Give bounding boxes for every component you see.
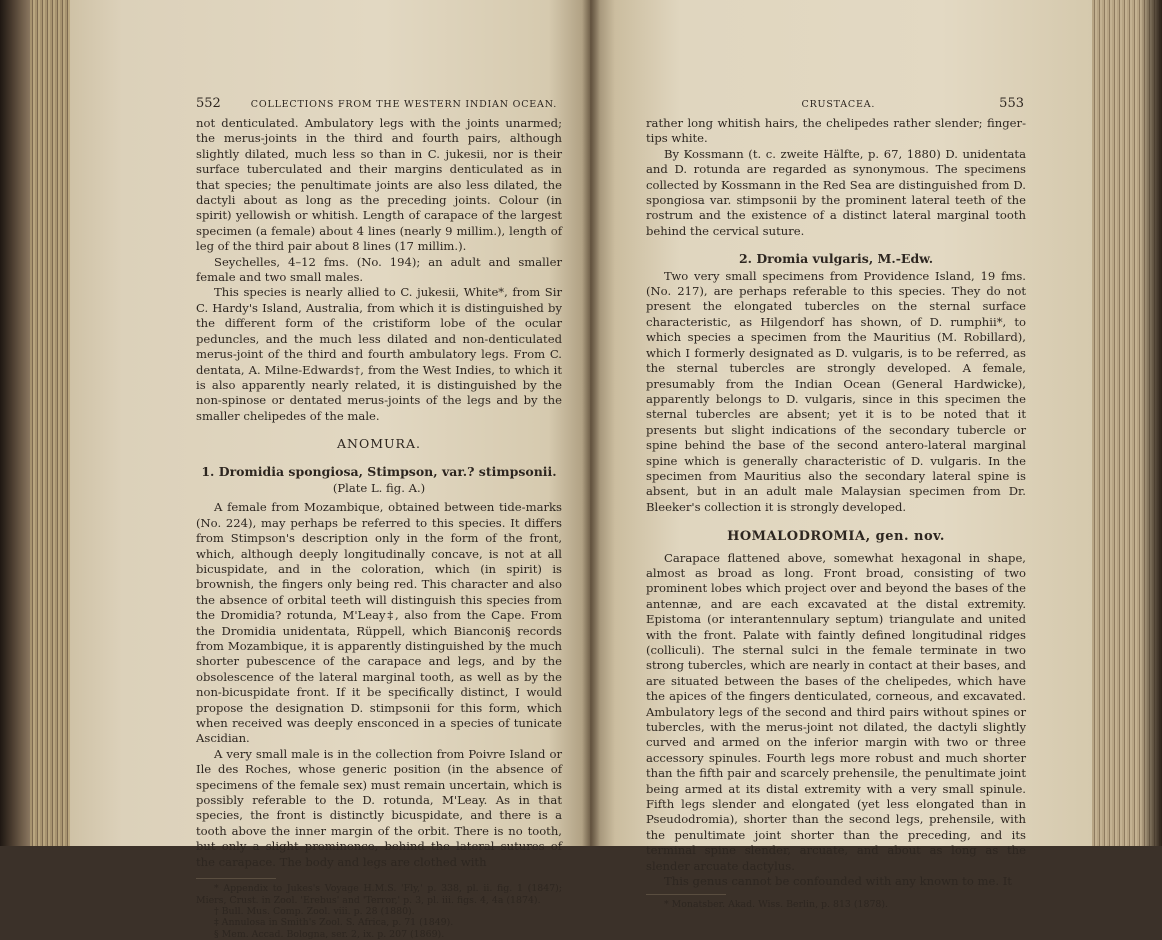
paragraph: Two very small specimens from Providence Island, 19 fms. (No. 217), are perhaps referable to this species. They do not present the elongated tubercles on the sternal surface characteristic, as Hilgendorf has shown, of D. rumphii*, to which species a specimen from the Mauritius (M. Robillard), which I formerly designated as D. vulgaris, is to be referred, as the sternal tubercles are strongly developed. A female, presumably from the Indian Ocean (General Hardwicke), apparently belongs to D. vulgaris, since in this specimen the sternal tubercles are absent; yet it is to be noted that it presents but slight indications of the secondary tubercle or spine behind the base of the second antero-lateral marginal spine which is generally characteristic of D. vulgaris. In the specimen from Mauritius also the secondary lateral spine is absent, but in an adult male Malaysian specimen from Dr. Bleeker's collection it is strongly developed. bbox=[646, 268, 1026, 514]
book-gutter bbox=[582, 0, 600, 846]
paragraph: rather long whitish hairs, the chelipedes rather slender; finger-tips white. bbox=[646, 116, 1026, 146]
paragraph: A very small male is in the collection from Poivre Island or Ile des Roches, whose generic position (in the absence of specimens of the female sex) must remain uncertain, which is possibly referable to the D. rotunda, M'Leay. As in that species, the front is distinctly bicuspidate, and there is a tooth above the inner margin of the orbit. There is no tooth, but only a slight prominence, behind the lateral sutures of the carapace. The body and legs are clothed with bbox=[196, 746, 562, 869]
paragraph: This species is nearly allied to C. jukesii, White*, from Sir C. Hardy's Island, Australia, from which it is distinguished by the different form of the cristiform lobe of the ocular peduncles, and the much less dilated and non-denticulated merus-joint of the third and fourth ambulatory legs. From C. dentata, A. Milne-Edwards†, from the West Indies, to which it is also apparently nearly related, it is distinguished by the non-spinose or dentated merus-joints of the legs and by the smaller chelipedes of the male. bbox=[196, 285, 562, 423]
right-page-number: 553 bbox=[999, 96, 1024, 111]
paragraph: A female from Mozambique, obtained between tide-marks (No. 224), may perhaps be referred to this species. It differs from Stimpson's description only in the form of the front, which, although deeply longitudinally concave, is not at all bicuspidate, and in the coloration, which (in spirit) is brownish, the fingers only being red. This character and also the absence of orbital teeth will distinguish this species from the Dromidia? rotunda, M'Leay‡, also from the Cape. From the Dromidia unidentata, Rüppell, which Bianconi§ records from Mozambique, it is apparently distinguished by the much shorter pubescence of the carapace and legs, and by the obsolescence of the lateral marginal tooth, as well as by the non-bicuspidate front. If it be specifically distinct, I would propose the designation D. stimpsonii for this form, which when received was deeply ensconced in a species of tunicate Ascidian. bbox=[196, 500, 562, 746]
right-body bbox=[646, 116, 1026, 910]
right-page bbox=[590, 0, 1092, 910]
left-page-stack bbox=[30, 0, 70, 846]
species-heading: 2. Dromia vulgaris, M.-Edw. bbox=[738, 251, 934, 267]
right-running-head: CRUSTACEA. bbox=[801, 99, 876, 110]
paragraph: This genus cannot be confounded with any known to me. It bbox=[664, 874, 1012, 889]
footnote: * Monatsber. Akad. Wiss. Berlin, p. 813 (1878). bbox=[664, 898, 889, 910]
footnote: ‡ Annulosa in Smith's Zool. S. Africa, p. 71 (1849). bbox=[214, 917, 454, 929]
footnote-rule bbox=[646, 894, 726, 895]
right-edge-shadow bbox=[1140, 0, 1162, 846]
paragraph: not denticulated. Ambulatory legs with the joints unarmed; the merus-joints in the third and fourth pairs, although slightly dilated, much less so than in C. jukesii, nor is their surface tuberculated and their margins denticulated as in that species; the penultimate joints are also less dilated, the dactyli about as long as the preceding joints. Colour (in spirit) yellowish or whitish. Length of carapace of the largest specimen (a female) about 4 lines (nearly 9 millim.), length of leg of the third pair about 8 lines (17 millim.). bbox=[196, 116, 562, 254]
footnote: § Mem. Accad. Bologna, ser. 2, ix. p. 207 (1869). bbox=[214, 928, 445, 940]
left-page-number: 552 bbox=[196, 96, 221, 111]
section-heading: ANOMURA. bbox=[337, 436, 421, 452]
left-header bbox=[196, 96, 566, 111]
right-header bbox=[646, 96, 1024, 111]
paragraph: Seychelles, 4–12 fms. (No. 194); an adult and smaller female and two small males. bbox=[196, 254, 562, 285]
footnote-rule bbox=[196, 878, 276, 879]
book-spine-edge bbox=[0, 0, 30, 846]
left-page bbox=[70, 0, 590, 940]
plate-reference: (Plate L. fig. A.) bbox=[332, 480, 426, 495]
footnote: † Bull. Mus. Comp. Zool. viii. p. 28 (1880). bbox=[214, 905, 415, 917]
left-running-head: COLLECTIONS FROM THE WESTERN INDIAN OCEAN. bbox=[250, 99, 558, 110]
footnote: * Appendix to Jukes's Voyage H.M.S. 'Fly,' p. 338, pl. ii. fig. 1 (1847); Miers, Crust. in Zool. 'Erebus' and 'Terror,' p. 3, pl. iii. figs. 4, 4a (1874). bbox=[196, 883, 562, 906]
genus-heading: HOMALODROMIA, gen. nov. bbox=[727, 529, 945, 545]
species-heading: 1. Dromidia spongiosa, Stimpson, var.? stimpsonii. bbox=[201, 463, 557, 479]
paragraph: Carapace flattened above, somewhat hexagonal in shape, almost as broad as long. Front broad, consisting of two prominent lobes which project over and beyond the bases of the antennæ, and are each excavated at the distal extremity. Epistoma (or interantennulary septum) triangulate and united with the front. Palate with faintly defined longitudinal ridges (colliculi). The sternal sulci in the female terminate in two strong tubercles, which are nearly in contact at their bases, and are situated between the bases of the chelipedes, which have the apices of the fingers denticulated, corneous, and excavated. Ambulatory legs of the second and third pairs without spines or tubercles, with the merus-joint not dilated, the dactyli slightly curved and armed on the inferior margin with two or three accessory spinules. Fourth legs more robust and much shorter than the fifth pair and scarcely prehensile, the penultimate joint being armed at its distal extremity with a very small spinule. Fifth legs slender and elongated (yet less elongated than in Pseudodromia), shorter than the second legs, prehensile, with the penultimate joint shorter than the preceding, and its terminal spine slender, arcuate, and about as long as the slender arcuate dactylus. bbox=[646, 550, 1026, 873]
left-body bbox=[196, 116, 562, 940]
paragraph: By Kossmann (t. c. zweite Hälfte, p. 67, 1880) D. unidentata and D. rotunda are regarded as synonymous. The specimens collected by Kossmann in the Red Sea are distinguished from D. spongiosa var. stimpsonii by the prominent lateral teeth of the rostrum and the existence of a distinct lateral marginal tooth behind the cervical suture. bbox=[646, 146, 1026, 238]
